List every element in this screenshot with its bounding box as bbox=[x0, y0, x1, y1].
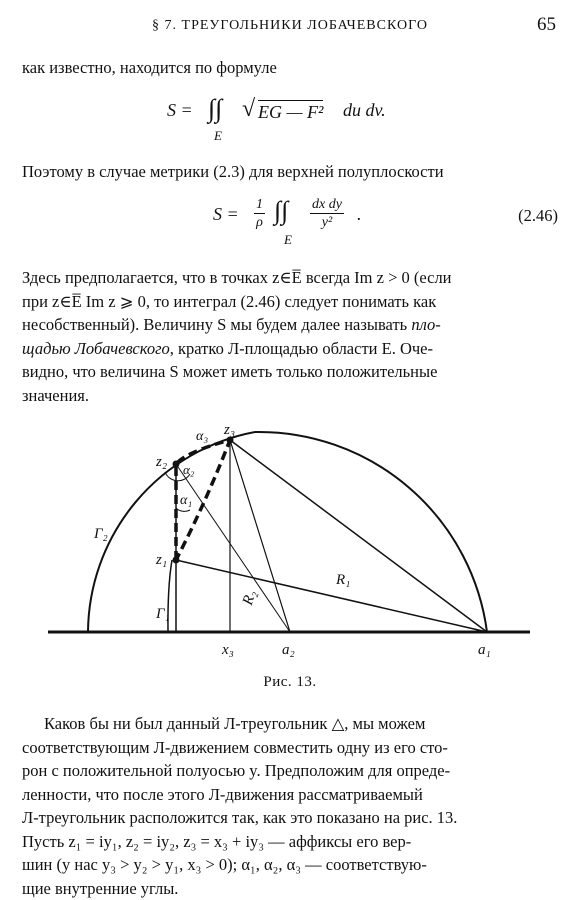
formula2-fraction bbox=[310, 196, 344, 231]
term-area-part1: пло- bbox=[411, 315, 441, 334]
label-z3: z₃ bbox=[224, 422, 236, 438]
paragraph2-line3: рон с положительной полуосью y. Предположим для опреде- bbox=[22, 761, 451, 780]
term-area-part2: щадью Лобачевского bbox=[22, 338, 170, 358]
paragraph1-line5: видно, что величина S может иметь только положительные bbox=[22, 362, 438, 381]
paragraph2-line4: ленности, что после этого Л-движения рассматриваемый bbox=[22, 784, 423, 804]
label-alpha1: α₁ bbox=[180, 493, 193, 508]
formula2-domain: E bbox=[284, 232, 292, 247]
formula2-frac-num: dx dy bbox=[312, 197, 342, 212]
formula2-tail: . bbox=[357, 204, 362, 224]
paragraph2-line2: соответствующим Л-движением совместить одну из его сто- bbox=[22, 737, 448, 757]
label-x3: x₃ bbox=[222, 642, 234, 658]
radius-r1-upper bbox=[230, 440, 487, 632]
label-gamma1: Г₁ bbox=[156, 606, 170, 622]
paragraph1-line1: Здесь предполагается, что в точках z∈E̅ всегда Im z > 0 (если bbox=[22, 268, 452, 287]
label-r2: R₂ bbox=[239, 588, 260, 608]
figure-13 bbox=[0, 412, 580, 672]
figure-caption: Рис. 13. bbox=[263, 674, 317, 690]
formula1-integrals: ∫∫ bbox=[208, 94, 223, 123]
paragraph1-line6: значения. bbox=[22, 385, 90, 405]
paragraph1-line3 bbox=[22, 313, 558, 337]
intro-line: как известно, находится по формуле bbox=[22, 58, 277, 77]
paragraph1-line2: при z∈E̅ Im z ⩾ 0, то интеграл (2.46) следует понимать как bbox=[22, 291, 437, 311]
formula2-coef-den: ρ bbox=[256, 215, 263, 230]
paragraph2-line7: шин (у нас y₃ > y₂ > y₁, x₃ > 0); α₁, α₂, α₃ — соответствую- bbox=[22, 855, 427, 874]
label-z1: z₁ bbox=[156, 552, 168, 568]
angle-alpha1-arc bbox=[176, 508, 190, 511]
paragraph2-line1: Каков бы ни был данный Л-треугольник △, мы можем bbox=[44, 714, 426, 733]
formula2-lhs: S = bbox=[213, 204, 239, 224]
point-z1 bbox=[173, 557, 180, 564]
paragraph2-line5: Л-треугольник расположится так, как это показано на рис. 13. bbox=[22, 808, 458, 827]
label-z2: z₂ bbox=[156, 454, 168, 470]
formula2-coef-num: 1 bbox=[256, 197, 263, 212]
label-r1: R₁ bbox=[336, 572, 351, 588]
label-alpha3: α₃ bbox=[196, 429, 209, 444]
running-head: § 7. ТРЕУГОЛЬНИКИ ЛОБАЧЕВСКОГО bbox=[152, 18, 428, 33]
formula1-tail: du dv. bbox=[343, 100, 386, 120]
label-a2: a₂ bbox=[282, 642, 295, 658]
metric-line: Поэтому в случае метрики (2.3) для верхней полуплоскости bbox=[22, 162, 444, 181]
radius-aux bbox=[176, 464, 290, 632]
formula2-integrals: ∫∫ bbox=[274, 196, 289, 225]
paragraph-definition bbox=[22, 266, 558, 407]
paragraph2-line8: щие внутренние углы. bbox=[22, 878, 179, 898]
paragraph1-line3-text: несобственный). Величину S мы будем далее называть bbox=[22, 315, 412, 334]
radius-r2 bbox=[230, 440, 290, 632]
label-gamma2: Г₂ bbox=[94, 526, 108, 542]
formula2-frac-den: y² bbox=[321, 215, 333, 230]
paragraph1-line4 bbox=[22, 337, 558, 361]
formula1-radicand: EG — F² bbox=[258, 102, 324, 122]
formula1-radical-sign: √ bbox=[242, 96, 256, 122]
label-alpha2: α₂ bbox=[183, 462, 195, 477]
paragraph1-line4-text: , кратко Л-площадью области E. Оче- bbox=[169, 338, 433, 358]
paragraph2-line6: Пусть z₁ = iy₁, z₂ = iy₂, z₃ = x₃ + iy₃ — аффиксы его вер- bbox=[22, 831, 412, 851]
formula1-lhs: S = bbox=[167, 100, 193, 120]
page-number: 65 bbox=[537, 14, 556, 35]
point-z2 bbox=[173, 461, 180, 468]
radius-r1-lower bbox=[176, 560, 487, 632]
arc-big-right bbox=[255, 432, 487, 632]
formula2-coefficient bbox=[254, 196, 265, 231]
label-a1: a₁ bbox=[478, 642, 491, 658]
page-header bbox=[22, 14, 558, 38]
equation-number: (2.46) bbox=[518, 206, 558, 225]
paragraph-setup bbox=[22, 712, 558, 900]
formula1-domain: E bbox=[214, 128, 222, 143]
